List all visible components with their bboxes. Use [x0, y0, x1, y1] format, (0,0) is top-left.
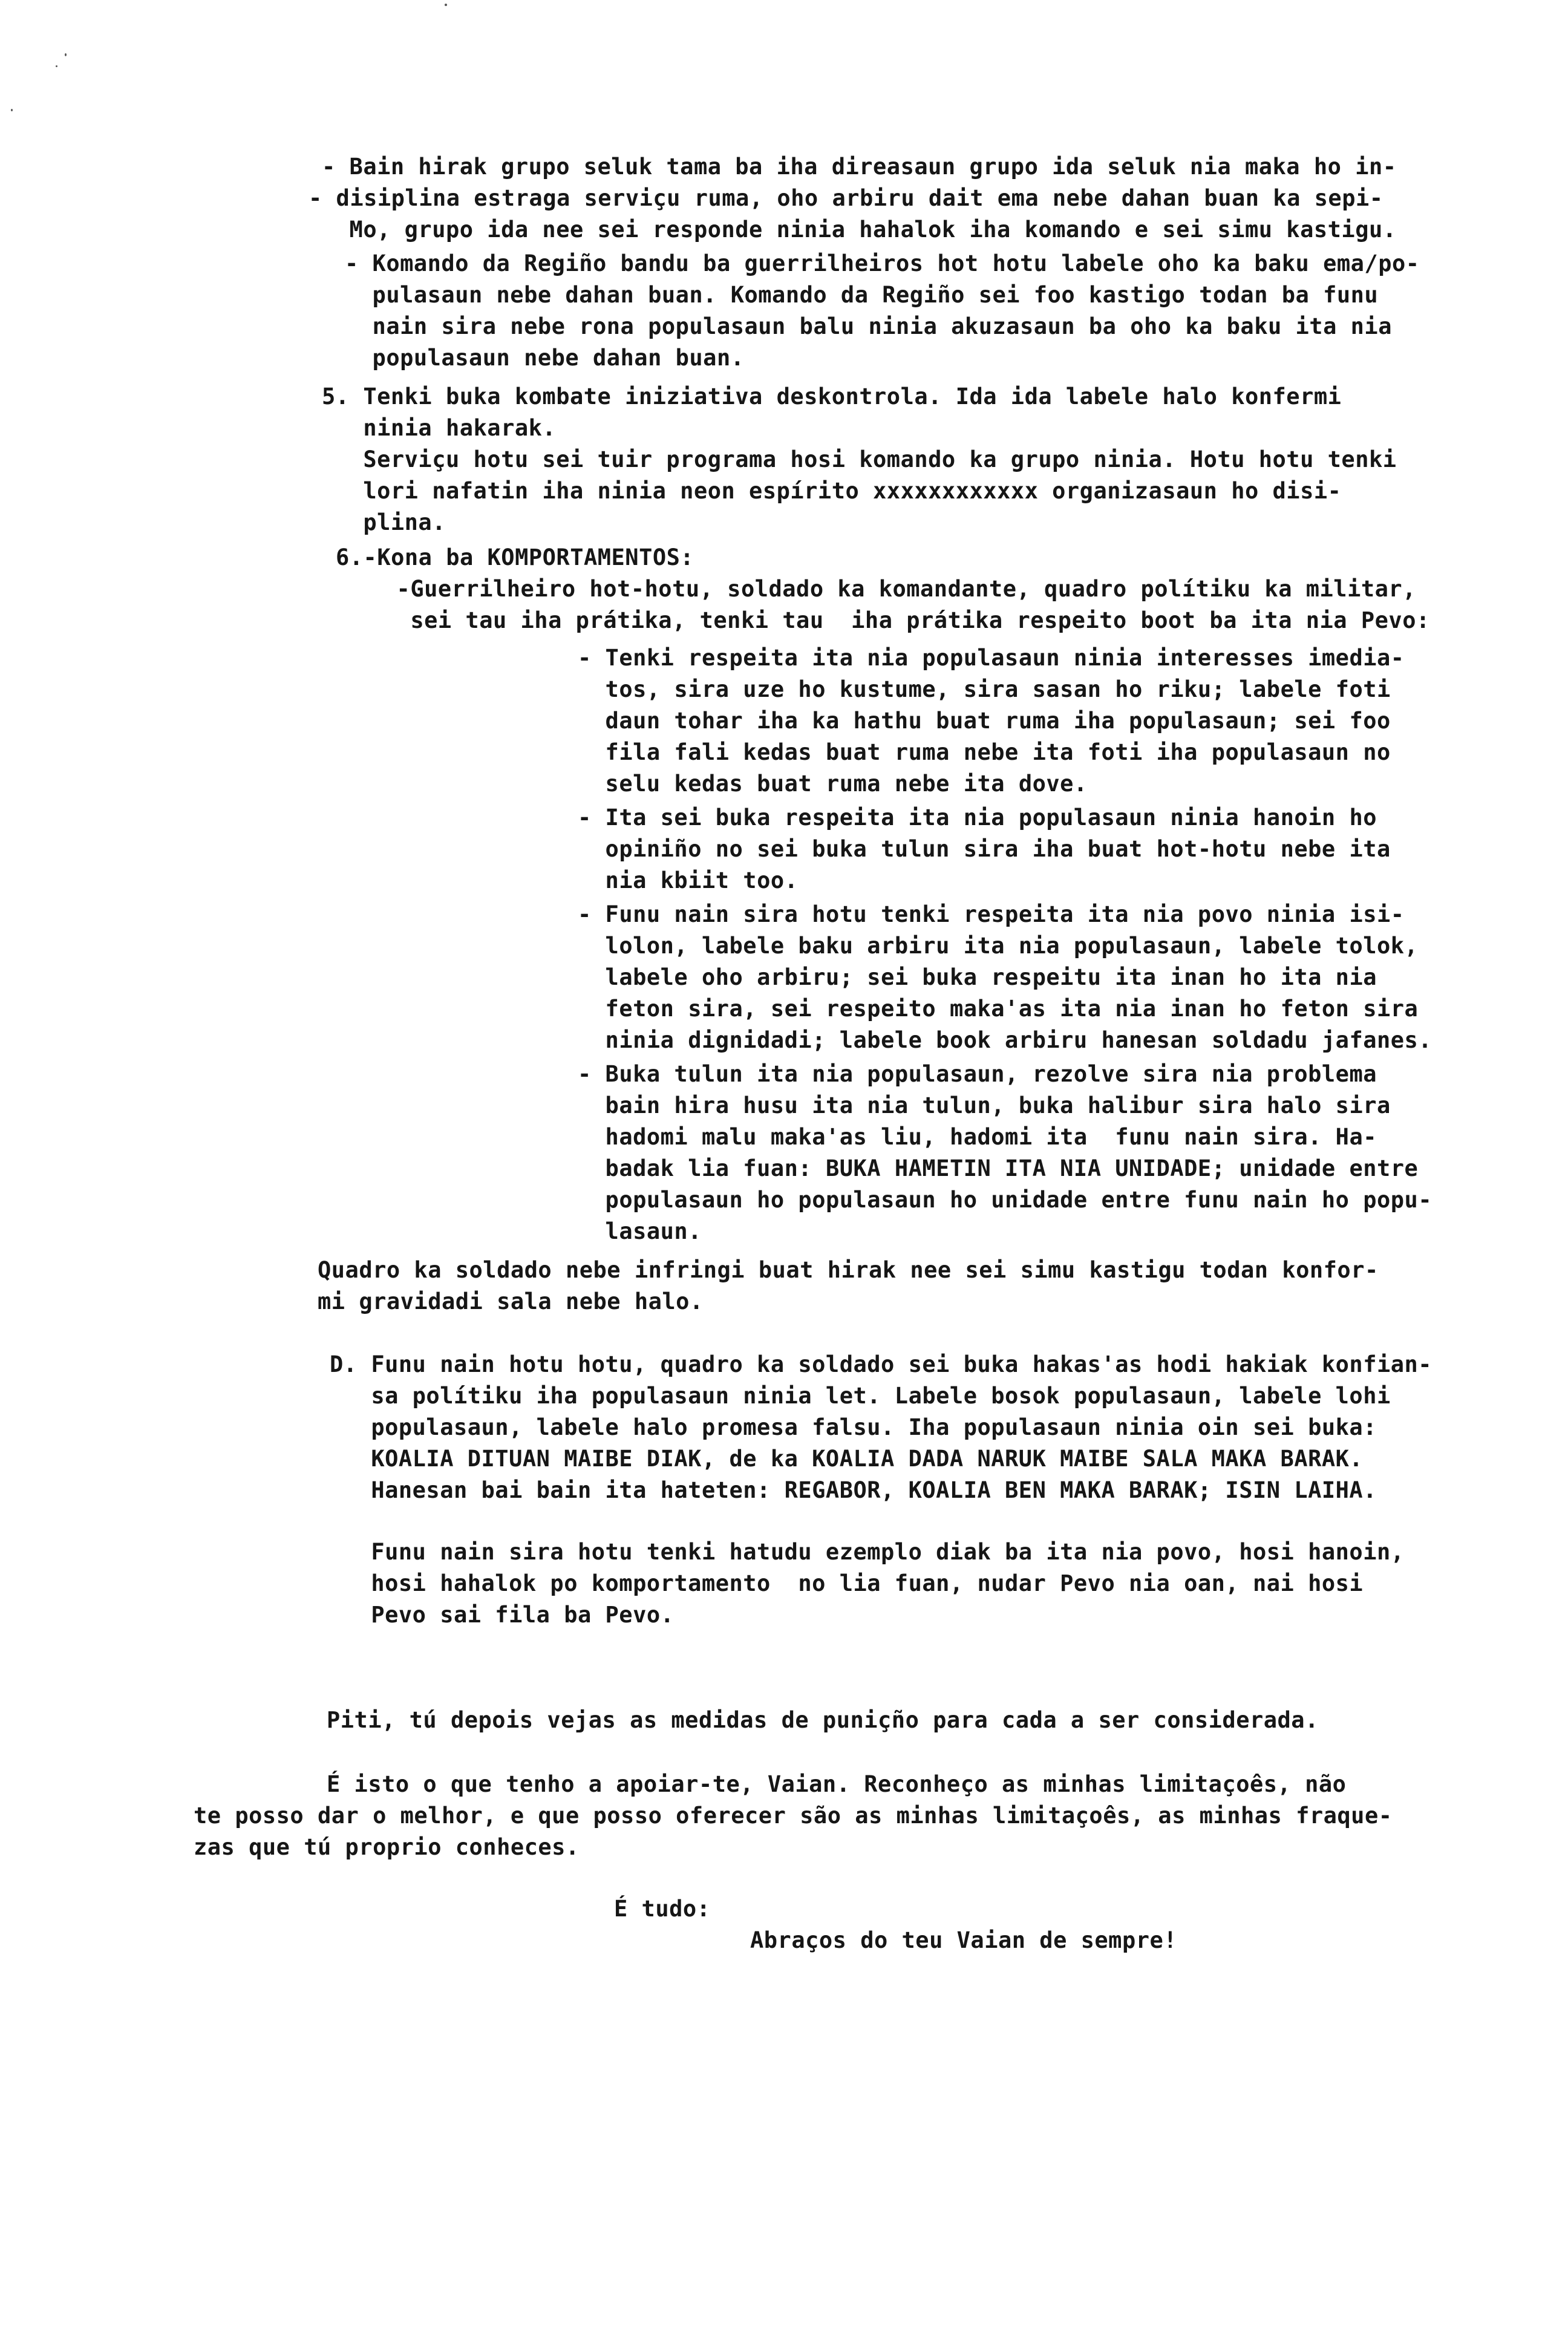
text-line: feton sira, sei respeito maka'as ita nia inan ho feton sira	[578, 996, 1419, 1022]
scan-speck	[445, 4, 447, 6]
text-line: te posso dar o melhor, e que posso oferecer são as minhas limitaçoês, as minhas fraque-	[194, 1803, 1393, 1829]
scan-speck	[65, 53, 67, 56]
text-line: Funu nain sira hotu tenki hatudu ezemplo diak ba ita nia povo, hosi hanoin,	[330, 1539, 1405, 1565]
text-line: ninia hakarak.	[322, 415, 557, 441]
text-line: sa polítiku iha populasaun ninia let. Labele bosok populasaun, labele lohi	[330, 1383, 1391, 1409]
text-line: fila fali kedas buat ruma nebe ita foti iha populasaun no	[578, 739, 1391, 765]
text-line: opiniño no sei buka tulun sira iha buat hot-hotu nebe ita	[578, 836, 1391, 862]
text-line: - Tenki respeita ita nia populasaun ninia interesses imedia-	[578, 645, 1405, 671]
text-line: mi gravidadi sala nebe halo.	[318, 1288, 704, 1314]
text-line: - Ita sei buka respeita ita nia populasaun ninia hanoin ho	[578, 805, 1377, 831]
section-heading: 6.-Kona ba KOMPORTAMENTOS:	[336, 544, 694, 570]
text-line: Quadro ka soldado nebe infringi buat hirak nee sei simu kastigu todan konfor-	[318, 1257, 1379, 1283]
text-line: lori nafatin iha ninia neon espírito xxxxxxxxxxxx organizasaun ho disi-	[322, 478, 1342, 504]
text-line: ninia dignidadi; labele book arbiru hanesan soldadu jafanes.	[578, 1027, 1432, 1053]
text-line: badak lia fuan: BUKA HAMETIN ITA NIA UNIDADE; unidade entre	[578, 1155, 1419, 1181]
text-line: Serviçu hotu sei tuir programa hosi komando ka grupo ninia. Hotu hotu tenki	[322, 446, 1397, 472]
text-line: -Guerrilheiro hot-hotu, soldado ka komandante, quadro polítiku ka militar,	[369, 576, 1416, 602]
text-line: - Komando da Regiño bandu ba guerrilheiros hot hotu labele oho ka baku ema/po-	[345, 250, 1420, 276]
text-line: - Buka tulun ita nia populasaun, rezolve sira nia problema	[578, 1061, 1377, 1087]
text-line: selu kedas buat ruma nebe ita dove.	[578, 771, 1088, 797]
text-line: nain sira nebe rona populasaun balu ninia akuzasaun ba oho ka baku ita nia	[345, 313, 1392, 339]
text-line: lasaun.	[578, 1218, 702, 1244]
text-line: - Bain hirak grupo seluk tama ba iha direasaun grupo ida seluk nia maka ho in-	[322, 154, 1397, 180]
text-line: - Funu nain sira hotu tenki respeita ita nia povo ninia isi-	[578, 901, 1405, 927]
text-line: tos, sira uze ho kustume, sira sasan ho riku; labele foti	[578, 676, 1391, 702]
text-line: hadomi malu maka'as liu, hadomi ita funu nain sira. Ha-	[578, 1124, 1377, 1150]
text-line: labele oho arbiru; sei buka respeitu ita inan ho ita nia	[578, 964, 1377, 990]
text-line: populasaun, labele halo promesa falsu. Iha populasaun ninia oin sei buka:	[330, 1414, 1377, 1440]
text-line: lolon, labele baku arbiru ita nia populasaun, labele tolok,	[578, 933, 1419, 959]
text-line: hosi hahalok po komportamento no lia fuan, nudar Pevo nia oan, nai hosi	[330, 1570, 1364, 1596]
text-line: KOALIA DITUAN MAIBE DIAK, de ka KOALIA DADA NARUK MAIBE SALA MAKA BARAK.	[330, 1446, 1364, 1472]
text-line: populasaun ho populasaun ho unidade entre funu nain ho popu-	[578, 1187, 1432, 1213]
text-line: Piti, tú depois vejas as medidas de puniçño para cada a ser considerada.	[327, 1707, 1319, 1733]
scan-speck	[11, 109, 13, 111]
text-line: pulasaun nebe dahan buan. Komando da Regiño sei foo kastigo todan ba funu	[345, 282, 1379, 308]
signature-line: Abraços do teu Vaian de sempre!	[750, 1927, 1178, 1953]
text-line: populasaun nebe dahan buan.	[345, 345, 745, 371]
text-line: Hanesan bai bain ita hateten: REGABOR, KOALIA BEN MAKA BARAK; ISIN LAIHA.	[330, 1477, 1377, 1503]
text-line: Mo, grupo ida nee sei responde ninia hahalok iha komando e sei simu kastigu.	[322, 217, 1397, 243]
scan-speck	[56, 65, 57, 67]
closing-line: É tudo:	[614, 1896, 711, 1922]
text-line: É isto o que tenho a apoiar-te, Vaian. Reconheço as minhas limitaçoês, não	[327, 1771, 1347, 1797]
text-line: plina.	[322, 509, 446, 535]
text-line: - disiplina estraga serviçu ruma, oho arbiru dait ema nebe dahan buan ka sepi-	[309, 185, 1383, 211]
text-line: zas que tú proprio conheces.	[194, 1834, 580, 1860]
section-heading: D. Funu nain hotu hotu, quadro ka soldado sei buka hakas'as hodi hakiak konfian-	[330, 1351, 1432, 1377]
text-line: daun tohar iha ka hathu buat ruma iha populasaun; sei foo	[578, 708, 1391, 734]
section-heading: 5. Tenki buka kombate iniziativa deskontrola. Ida ida labele halo konfermi	[322, 384, 1342, 410]
text-line: nia kbiit too.	[578, 867, 799, 893]
text-line: bain hira husu ita nia tulun, buka halibur sira halo sira	[578, 1092, 1391, 1118]
text-line: Pevo sai fila ba Pevo.	[330, 1602, 675, 1628]
text-line: sei tau iha prátika, tenki tau iha prátika respeito boot ba ita nia Pevo:	[369, 607, 1430, 633]
